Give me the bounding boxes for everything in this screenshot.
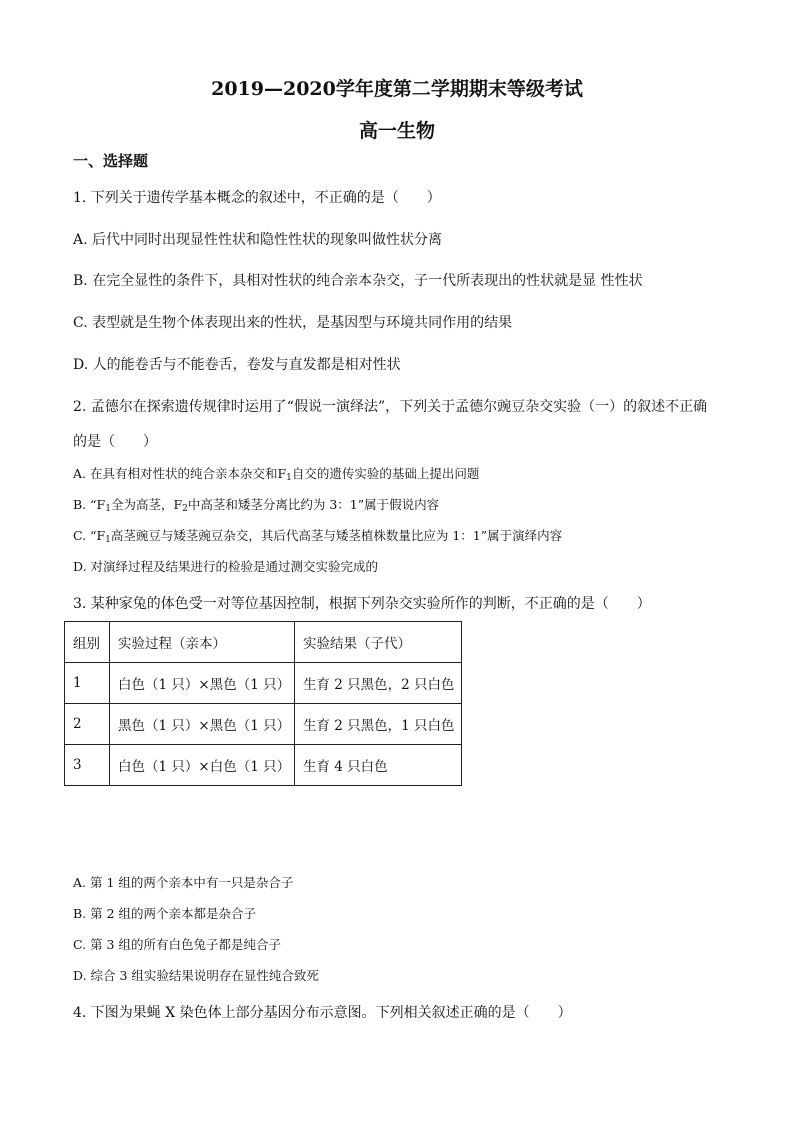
question-1-option-d: D. 人的能卷舌与不能卷舌，卷发与直发都是相对性状 <box>73 357 401 373</box>
table-cell: 白色（1 只）×黑色（1 只） <box>110 663 295 704</box>
subscript: 1 <box>105 535 111 545</box>
question-1-option-a: A. 后代中同时出现显性性状和隐性性状的现象叫做性状分离 <box>73 232 443 248</box>
subscript: 1 <box>105 504 111 514</box>
option-text: 中高茎和矮茎分离比约为 3：1”属于假说内容 <box>187 497 440 512</box>
question-2-stem-line2: 的是（ ） <box>73 434 157 450</box>
table-cell: 白色（1 只）×白色（1 只） <box>110 745 295 786</box>
option-text: A. 在具有相对性状的纯合亲本杂交和F <box>73 466 287 481</box>
question-3-option-a: A. 第 1 组的两个亲本中有一只是杂合子 <box>73 875 294 890</box>
option-text: 全为高茎，F <box>110 497 183 512</box>
question-3-option-d: D. 综合 3 组实验结果说明存在显性纯合致死 <box>73 968 319 983</box>
question-1-stem: 1. 下列关于遗传学基本概念的叙述中，不正确的是（ ） <box>73 190 441 206</box>
table-cell: 生育 4 只白色 <box>295 745 462 786</box>
question-1-option-c: C. 表型就是生物个体表现出来的性状，是基因型与环境共同作用的结果 <box>73 315 513 331</box>
question-3-stem: 3. 某种家兔的体色受一对等位基因控制，根据下列杂交实验所作的判断，不正确的是（ ） <box>73 596 651 612</box>
table-header-cell: 实验过程（亲本） <box>110 622 295 663</box>
question-2-option-b <box>73 495 439 514</box>
table-row <box>65 704 462 745</box>
section-heading: 一、选择题 <box>73 152 149 170</box>
option-text: C. “F <box>73 528 106 543</box>
question-1-option-b: B. 在完全显性的条件下，具相对性状的纯合亲本杂交，子一代所表现出的性状就是显 性性状 <box>73 273 643 289</box>
table-cell: 2 <box>65 704 110 745</box>
table-header-cell: 组别 <box>65 622 110 663</box>
table-cell: 生育 2 只黑色，1 只白色 <box>295 704 462 745</box>
table-header-cell: 实验结果（子代） <box>295 622 462 663</box>
question-4-stem: 4. 下图为果蝇 X 染色体上部分基因分布示意图。下列相关叙述正确的是（ ） <box>73 1005 572 1021</box>
question-2-option-c <box>73 526 562 545</box>
subscript: 2 <box>182 504 188 514</box>
exam-subtitle: 高一生物 <box>358 120 435 142</box>
option-text: 高茎豌豆与矮茎豌豆杂交，其后代高茎与矮茎植株数量比应为 1：1”属于演绎内容 <box>110 528 563 543</box>
question-3-option-b: B. 第 2 组的两个亲本都是杂合子 <box>73 906 257 921</box>
exam-title: 2019—2020学年度第二学期期末等级考试 <box>211 78 583 100</box>
question-3-option-c: C. 第 3 组的所有白色兔子都是纯合子 <box>73 937 281 952</box>
cross-experiment-table <box>64 621 462 786</box>
option-text: 自交的遗传实验的基础上提出问题 <box>291 466 480 481</box>
table-cell: 黑色（1 只）×黑色（1 只） <box>110 704 295 745</box>
subscript: 1 <box>286 473 292 483</box>
question-2-option-d: D. 对演绎过程及结果进行的检验是通过测交实验完成的 <box>73 559 379 574</box>
question-2-option-a <box>73 464 479 483</box>
option-text: B. “F <box>73 497 106 512</box>
question-2-stem-line1: 2. 孟德尔在探索遗传规律时运用了“假说一演绎法”，下列关于孟德尔豌豆杂交实验（一）的叙述不正确 <box>73 399 708 415</box>
table-cell: 1 <box>65 663 110 704</box>
table-header-row <box>65 622 462 663</box>
table-cell: 生育 2 只黑色，2 只白色 <box>295 663 462 704</box>
table-row <box>65 663 462 704</box>
table-cell: 3 <box>65 745 110 786</box>
table-row <box>65 745 462 786</box>
